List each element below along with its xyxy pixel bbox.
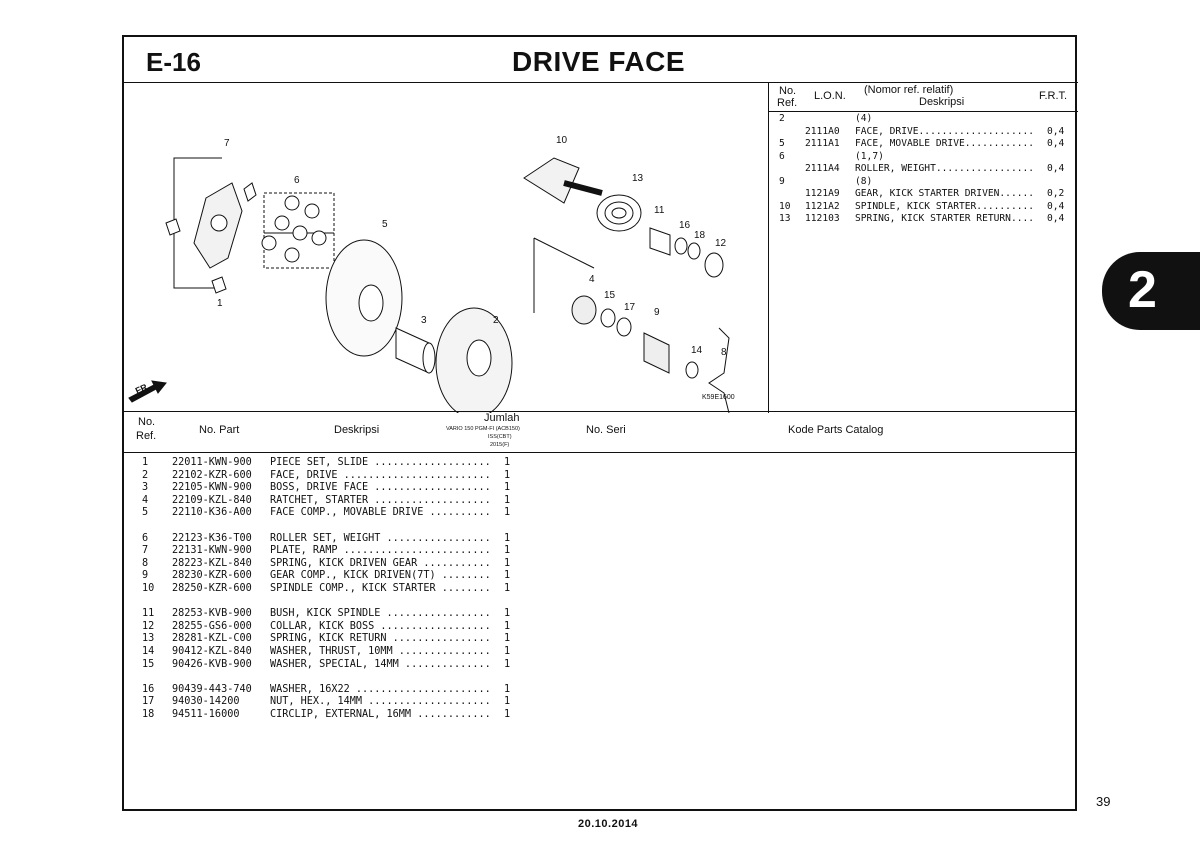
ref-head-no: No. <box>779 85 797 97</box>
group-spacer <box>124 596 1075 609</box>
table-row <box>124 684 1075 697</box>
part-cell-ref: 12 <box>142 620 155 632</box>
ref-row <box>769 113 1078 126</box>
ref-cell-frt: 0,4 <box>1047 125 1065 137</box>
ref-cell-ref: 5 <box>779 138 785 149</box>
callout-8: 8 <box>721 347 727 358</box>
part-cell-ref: 13 <box>142 633 155 645</box>
part-cell-qty: 1 <box>504 696 511 708</box>
kick-return-spring-part <box>597 195 641 231</box>
parts-head-ref: Ref. <box>136 430 157 442</box>
callout-16: 16 <box>679 220 691 231</box>
table-row <box>124 696 1075 709</box>
ref-head-nomor: (Nomor ref. relatif) <box>864 84 954 96</box>
page-number: 39 <box>1096 794 1111 809</box>
ref-cell-frt: 0,2 <box>1047 188 1065 199</box>
ref-cell-desc: FACE, MOVABLE DRIVE............ <box>855 138 1035 149</box>
parts-head-kode: Kode Parts Catalog <box>788 424 884 436</box>
ref-row <box>769 151 1078 164</box>
parts-head-no: No. <box>138 416 156 428</box>
ref-row <box>769 163 1078 176</box>
part-cell-ref: 9 <box>142 570 149 582</box>
callout-6: 6 <box>294 175 300 186</box>
table-row <box>124 545 1075 558</box>
callout-13: 13 <box>632 173 644 184</box>
part-cell-qty: 1 <box>504 658 511 670</box>
part-cell-qty: 1 <box>504 469 511 481</box>
reference-table-header <box>769 83 1078 112</box>
part-cell-qty: 1 <box>504 507 511 519</box>
part-cell-ref: 16 <box>142 683 155 695</box>
part-cell-number: 22131-KWN-900 <box>172 545 252 557</box>
part-cell-qty: 1 <box>504 708 511 720</box>
parts-head-seri: No. Seri <box>586 424 626 436</box>
table-row <box>124 570 1075 583</box>
part-cell-number: 90426-KVB-900 <box>172 658 252 670</box>
ref-cell-ref: 6 <box>779 150 785 162</box>
kick-driven-gear-part <box>644 333 669 373</box>
collar-12-part <box>705 253 723 277</box>
part-cell-qty: 1 <box>504 620 511 632</box>
ref-cell-desc: GEAR, KICK STARTER DRIVEN...... <box>855 188 1035 199</box>
part-cell-desc: NUT, HEX., 14MM .................... <box>270 696 491 708</box>
table-row <box>124 482 1075 495</box>
circlip-18-part <box>688 243 700 259</box>
part-cell-number: 22105-KWN-900 <box>172 482 252 494</box>
ref-cell-lon: 1121A9 <box>805 188 840 199</box>
table-row <box>124 659 1075 672</box>
part-cell-desc: PLATE, RAMP ........................ <box>270 545 491 557</box>
group-spacer <box>124 520 1075 533</box>
part-cell-ref: 1 <box>142 457 149 468</box>
part-cell-desc: SPRING, KICK RETURN ................ <box>270 633 491 645</box>
part-cell-qty: 1 <box>504 545 511 557</box>
part-cell-qty: 1 <box>504 494 511 506</box>
part-cell-ref: 11 <box>142 608 155 620</box>
ref-row <box>769 176 1078 189</box>
part-cell-desc: FACE COMP., MOVABLE DRIVE .......... <box>270 507 491 519</box>
table-row <box>124 709 1075 722</box>
ref-cell-lon: 2111A0 <box>805 125 840 137</box>
slide-piece-c <box>212 277 226 293</box>
part-cell-number: 22011-KWN-900 <box>172 457 252 468</box>
part-cell-desc: SPRING, KICK DRIVEN GEAR ........... <box>270 557 491 569</box>
leader-4 <box>534 238 594 268</box>
print-date: 20.10.2014 <box>578 818 639 830</box>
reference-table <box>768 82 1078 413</box>
part-cell-qty: 1 <box>504 457 511 468</box>
parts-head-model3: 2015(F) <box>490 442 510 448</box>
part-cell-number: 22109-KZL-840 <box>172 494 252 506</box>
part-cell-ref: 14 <box>142 645 155 657</box>
part-cell-ref: 17 <box>142 696 155 708</box>
ref-cell-ref: 13 <box>779 213 791 224</box>
ref-head-frt: F.R.T. <box>1039 90 1068 102</box>
callout-18: 18 <box>694 230 706 241</box>
table-row <box>124 633 1075 646</box>
table-row <box>124 646 1075 659</box>
callout-4: 4 <box>589 274 595 285</box>
slide-piece-a <box>244 183 256 201</box>
exploded-diagram <box>124 82 769 413</box>
parts-head-jumlah: Jumlah <box>484 412 520 424</box>
part-cell-number: 28250-KZR-600 <box>172 582 252 594</box>
part-cell-desc: BUSH, KICK SPINDLE ................. <box>270 608 491 620</box>
ref-cell-desc: (8) <box>855 175 873 187</box>
reference-table-body <box>769 113 1078 226</box>
callout-12: 12 <box>715 238 727 249</box>
table-row <box>124 583 1075 596</box>
part-cell-qty: 1 <box>504 582 511 594</box>
ref-cell-ref: 2 <box>779 113 785 124</box>
ref-cell-desc: ROLLER, WEIGHT................. <box>855 163 1035 174</box>
part-cell-desc: BOSS, DRIVE FACE ................... <box>270 482 491 494</box>
part-cell-ref: 4 <box>142 494 149 506</box>
callout-3: 3 <box>421 315 427 326</box>
slide-piece-b <box>166 219 180 235</box>
ref-row <box>769 126 1078 139</box>
table-row <box>124 457 1075 470</box>
ref-cell-ref: 10 <box>779 200 791 212</box>
table-row <box>124 495 1075 508</box>
part-cell-qty: 1 <box>504 645 511 657</box>
washer-14-part <box>686 362 698 378</box>
ref-head-deskripsi: Deskripsi <box>919 96 965 108</box>
part-cell-desc: SPINDLE COMP., KICK STARTER ........ <box>270 582 491 594</box>
part-cell-number: 90412-KZL-840 <box>172 645 252 657</box>
part-cell-qty: 1 <box>504 633 511 645</box>
ref-row <box>769 138 1078 151</box>
washer-15-part <box>601 309 615 327</box>
page-title: DRIVE FACE <box>512 46 686 77</box>
part-cell-desc: PIECE SET, SLIDE ................... <box>270 457 491 468</box>
section-code: E-16 <box>146 47 201 77</box>
washer-16-part <box>675 238 687 254</box>
ref-head-lon: L.O.N. <box>814 90 846 102</box>
section-tab <box>1102 252 1200 330</box>
ref-cell-desc: FACE, DRIVE.................... <box>855 125 1035 137</box>
ref-cell-desc: SPRING, KICK STARTER RETURN.... <box>855 213 1035 224</box>
part-cell-qty: 1 <box>504 683 511 695</box>
part-cell-desc: WASHER, THRUST, 10MM ............... <box>270 645 491 657</box>
front-marker: FR. <box>133 380 152 396</box>
ref-cell-lon: 112103 <box>805 213 840 224</box>
part-cell-ref: 8 <box>142 557 149 569</box>
part-cell-desc: WASHER, 16X22 ...................... <box>270 683 491 695</box>
parts-head-model2: ISS(CBT) <box>488 434 512 440</box>
callout-10: 10 <box>556 135 568 146</box>
callout-15: 15 <box>604 290 616 301</box>
kick-spindle-part <box>524 158 579 203</box>
table-row <box>124 470 1075 483</box>
part-cell-ref: 18 <box>142 708 155 720</box>
ref-cell-frt: 0,4 <box>1047 200 1065 212</box>
callout-5: 5 <box>382 219 388 230</box>
ratchet-part <box>572 296 596 324</box>
ref-cell-desc: (1,7) <box>855 150 884 162</box>
part-cell-ref: 10 <box>142 582 155 594</box>
callout-11: 11 <box>654 205 665 216</box>
ref-row <box>769 188 1078 201</box>
parts-head-model1: VARIO 150 PGM-FI (ACB150) <box>446 426 520 432</box>
ref-cell-lon: 1121A2 <box>805 200 840 212</box>
part-cell-number: 22123-K36-T00 <box>172 532 252 544</box>
ramp-plate-hole <box>211 215 227 231</box>
part-cell-ref: 2 <box>142 469 149 481</box>
kick-bush-part <box>650 228 670 255</box>
diagram-svg <box>124 83 769 413</box>
part-cell-number: 94511-16000 <box>172 708 240 720</box>
part-cell-ref: 15 <box>142 658 155 670</box>
part-cell-desc: COLLAR, KICK BOSS .................. <box>270 620 491 632</box>
table-row <box>124 621 1075 634</box>
part-cell-number: 28281-KZL-C00 <box>172 633 252 645</box>
part-cell-number: 28223-KZL-840 <box>172 557 252 569</box>
part-cell-desc: GEAR COMP., KICK DRIVEN(7T) ........ <box>270 570 491 582</box>
callout-17: 17 <box>624 302 636 313</box>
ref-head-ref: Ref. <box>777 97 798 109</box>
part-cell-number: 90439-443-740 <box>172 683 252 695</box>
part-cell-qty: 1 <box>504 532 511 544</box>
part-cell-number: 94030-14200 <box>172 696 240 708</box>
part-cell-number: 28230-KZR-600 <box>172 570 252 582</box>
part-cell-ref: 7 <box>142 545 149 557</box>
ref-row <box>769 201 1078 214</box>
ref-row <box>769 213 1078 226</box>
part-cell-desc: CIRCLIP, EXTERNAL, 16MM ............ <box>270 708 491 720</box>
callout-14: 14 <box>691 345 703 356</box>
part-cell-ref: 6 <box>142 532 149 544</box>
part-cell-desc: WASHER, SPECIAL, 14MM .............. <box>270 658 491 670</box>
part-cell-ref: 3 <box>142 482 149 494</box>
part-cell-qty: 1 <box>504 557 511 569</box>
nut-17-part <box>617 318 631 336</box>
callout-1: 1 <box>217 298 223 309</box>
diagram-code: K59E1600 <box>702 394 735 401</box>
part-cell-desc: RATCHET, STARTER ................... <box>270 494 491 506</box>
ref-cell-ref: 9 <box>779 175 785 187</box>
part-cell-desc: ROLLER SET, WEIGHT ................. <box>270 532 491 544</box>
group-spacer <box>124 671 1075 684</box>
table-row <box>124 507 1075 520</box>
part-cell-ref: 5 <box>142 507 149 519</box>
ref-cell-frt: 0,4 <box>1047 138 1065 149</box>
parts-table-header <box>124 411 1075 453</box>
ref-cell-desc: SPINDLE, KICK STARTER.......... <box>855 200 1035 212</box>
parts-head-part: No. Part <box>199 424 240 436</box>
callout-7: 7 <box>224 138 230 149</box>
part-cell-number: 28255-GS6-000 <box>172 620 252 632</box>
ref-cell-lon: 2111A1 <box>805 138 840 149</box>
parts-table-body <box>124 457 1075 721</box>
table-row <box>124 608 1075 621</box>
table-row <box>124 533 1075 546</box>
ref-cell-frt: 0,4 <box>1047 213 1065 224</box>
table-row <box>124 558 1075 571</box>
ref-cell-lon: 2111A4 <box>805 163 840 174</box>
part-cell-qty: 1 <box>504 570 511 582</box>
part-cell-desc: FACE, DRIVE ........................ <box>270 469 491 481</box>
part-cell-number: 28253-KVB-900 <box>172 608 252 620</box>
section-tab-label: 2 <box>1128 261 1157 319</box>
callout-9: 9 <box>654 307 660 318</box>
catalog-page-frame <box>122 35 1077 811</box>
ref-cell-desc: (4) <box>855 113 873 124</box>
part-cell-qty: 1 <box>504 608 511 620</box>
part-cell-number: 22110-K36-A00 <box>172 507 252 519</box>
callout-2: 2 <box>493 315 499 326</box>
ref-cell-frt: 0,4 <box>1047 163 1065 174</box>
part-cell-qty: 1 <box>504 482 511 494</box>
parts-head-desc: Deskripsi <box>334 424 380 436</box>
part-cell-number: 22102-KZR-600 <box>172 469 252 481</box>
